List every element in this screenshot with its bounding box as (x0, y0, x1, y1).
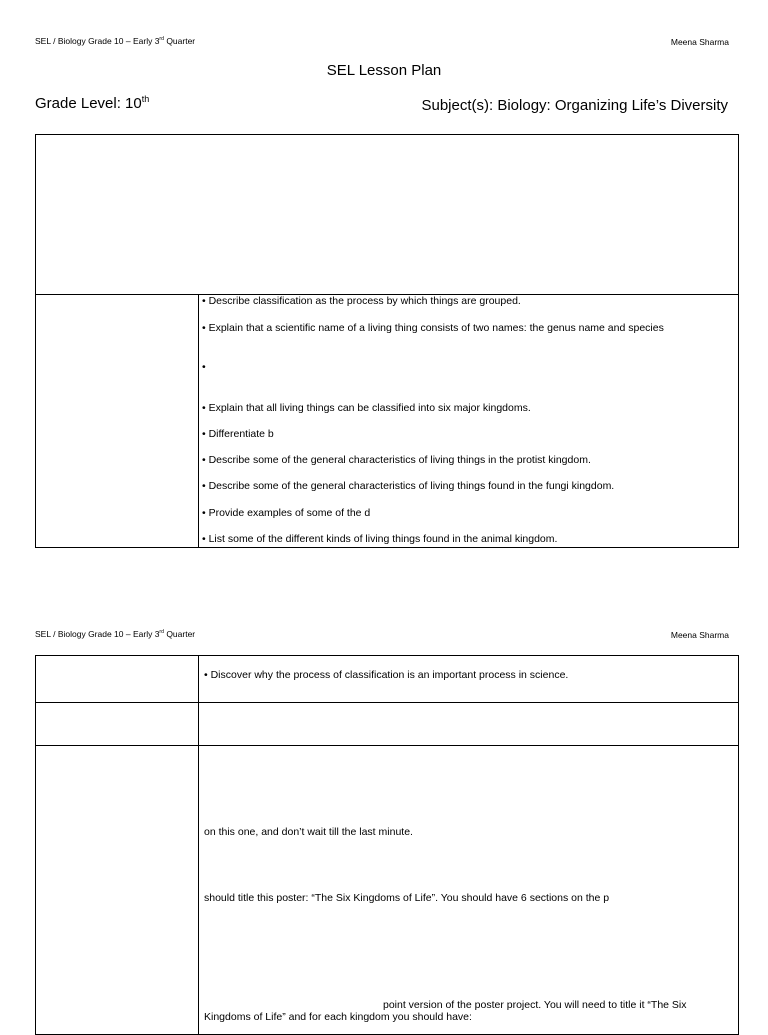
subject-line: Subject(s): Biology: Organizing Life’s Diversity (421, 97, 728, 114)
document-title: SEL Lesson Plan (326, 62, 442, 79)
activity-text: Kingdoms of Life” and for each kingdom you should have: (204, 1011, 472, 1023)
objective-item: • Explain that all living things can be classified into six major kingdoms. (202, 402, 531, 414)
row-separator (35, 702, 739, 703)
plan-table-divider (198, 655, 199, 1035)
objective-item: • Describe classification as the process by which things are grouped. (202, 295, 521, 307)
objectives-divider (198, 294, 199, 548)
objective-item: • Provide examples of some of the d (202, 507, 371, 519)
running-header-left: SEL / Biology Grade 10 – Early 3rd Quarter (35, 629, 196, 639)
objective-item: • Describe some of the general characteristics of living things found in the fungi kingdom. (202, 480, 615, 492)
plan-table (35, 655, 739, 1035)
objective-item: • Describe some of the general characteristics of living things in the protist kingdom. (202, 454, 591, 466)
activity-text: point version of the poster project. You will need to title it “The Six (383, 999, 687, 1011)
running-header-author: Meena Sharma (670, 37, 729, 47)
grade-level: Grade Level: 10th (35, 94, 150, 112)
summary-box (35, 134, 739, 295)
row-separator (35, 745, 739, 746)
objective-item: • (202, 361, 206, 373)
goal-item: • Discover why the process of classification is an important process in science. (204, 669, 569, 681)
running-header-author: Meena Sharma (670, 630, 729, 640)
objective-item: • Explain that a scientific name of a living thing consists of two names: the genus name and species (202, 322, 664, 334)
activity-text: on this one, and don’t wait till the last minute. (204, 826, 413, 838)
objective-item: • List some of the different kinds of living things found in the animal kingdom. (202, 533, 558, 545)
objective-item: • Differentiate b (202, 428, 274, 440)
running-header-left: SEL / Biology Grade 10 – Early 3rd Quarter (35, 36, 196, 46)
activity-text: should title this poster: “The Six Kingdoms of Life”. You should have 6 sections on the p (204, 892, 610, 904)
